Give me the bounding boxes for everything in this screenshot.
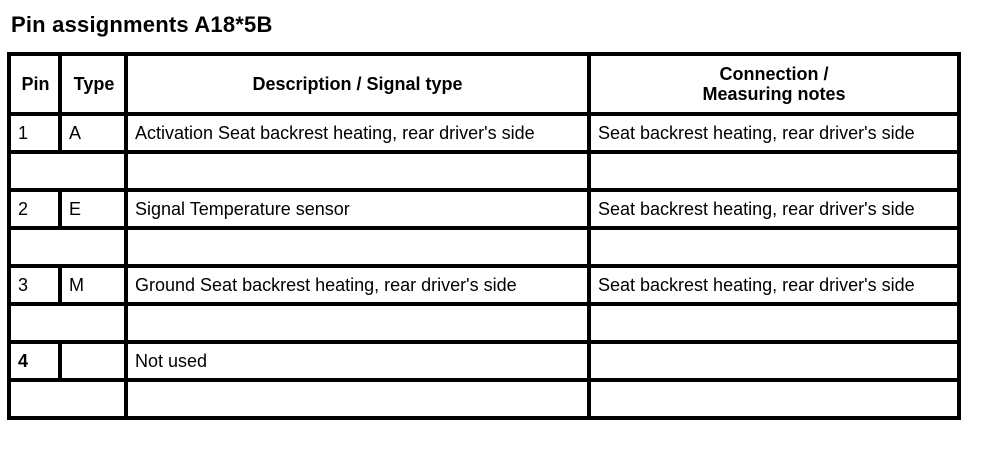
spacer-cell	[9, 228, 126, 266]
connection-cell: Seat backrest heating, rear driver's side	[589, 114, 959, 152]
spacer-cell	[589, 152, 959, 190]
spacer-cell	[126, 304, 589, 342]
pin-assignment-table	[7, 52, 961, 420]
header-type: Type	[60, 54, 126, 114]
description-cell: Not used	[126, 342, 589, 380]
connection-cell: Seat backrest heating, rear driver's side	[589, 190, 959, 228]
spacer-cell	[9, 152, 126, 190]
spacer-row	[9, 304, 959, 342]
table-header-row	[9, 54, 959, 114]
connection-cell: Seat backrest heating, rear driver's side	[589, 266, 959, 304]
connection-cell	[589, 342, 959, 380]
type-cell: E	[60, 190, 126, 228]
table-row	[9, 342, 959, 380]
spacer-cell	[126, 228, 589, 266]
spacer-cell	[9, 304, 126, 342]
spacer-row	[9, 380, 959, 418]
header-connection-line1: Connection /	[719, 64, 829, 84]
spacer-cell	[126, 380, 589, 418]
spacer-cell	[589, 380, 959, 418]
spacer-cell	[589, 228, 959, 266]
type-cell: M	[60, 266, 126, 304]
table-row	[9, 190, 959, 228]
header-connection-line2: Measuring notes	[702, 84, 846, 104]
table-row	[9, 114, 959, 152]
type-cell	[60, 342, 126, 380]
description-cell: Activation Seat backrest heating, rear driver's side	[126, 114, 589, 152]
pin-cell: 1	[9, 114, 60, 152]
page-title: Pin assignments A18*5B	[11, 12, 273, 37]
spacer-cell	[589, 304, 959, 342]
pin-cell: 2	[9, 190, 60, 228]
pin-cell: 4	[9, 342, 60, 380]
header-connection	[589, 54, 959, 114]
spacer-cell	[126, 152, 589, 190]
spacer-row	[9, 152, 959, 190]
type-cell: A	[60, 114, 126, 152]
header-description: Description / Signal type	[126, 54, 589, 114]
pin-cell: 3	[9, 266, 60, 304]
description-cell: Ground Seat backrest heating, rear driver's side	[126, 266, 589, 304]
table-row	[9, 266, 959, 304]
header-pin: Pin	[9, 54, 60, 114]
spacer-row	[9, 228, 959, 266]
spacer-cell	[9, 380, 126, 418]
description-cell: Signal Temperature sensor	[126, 190, 589, 228]
